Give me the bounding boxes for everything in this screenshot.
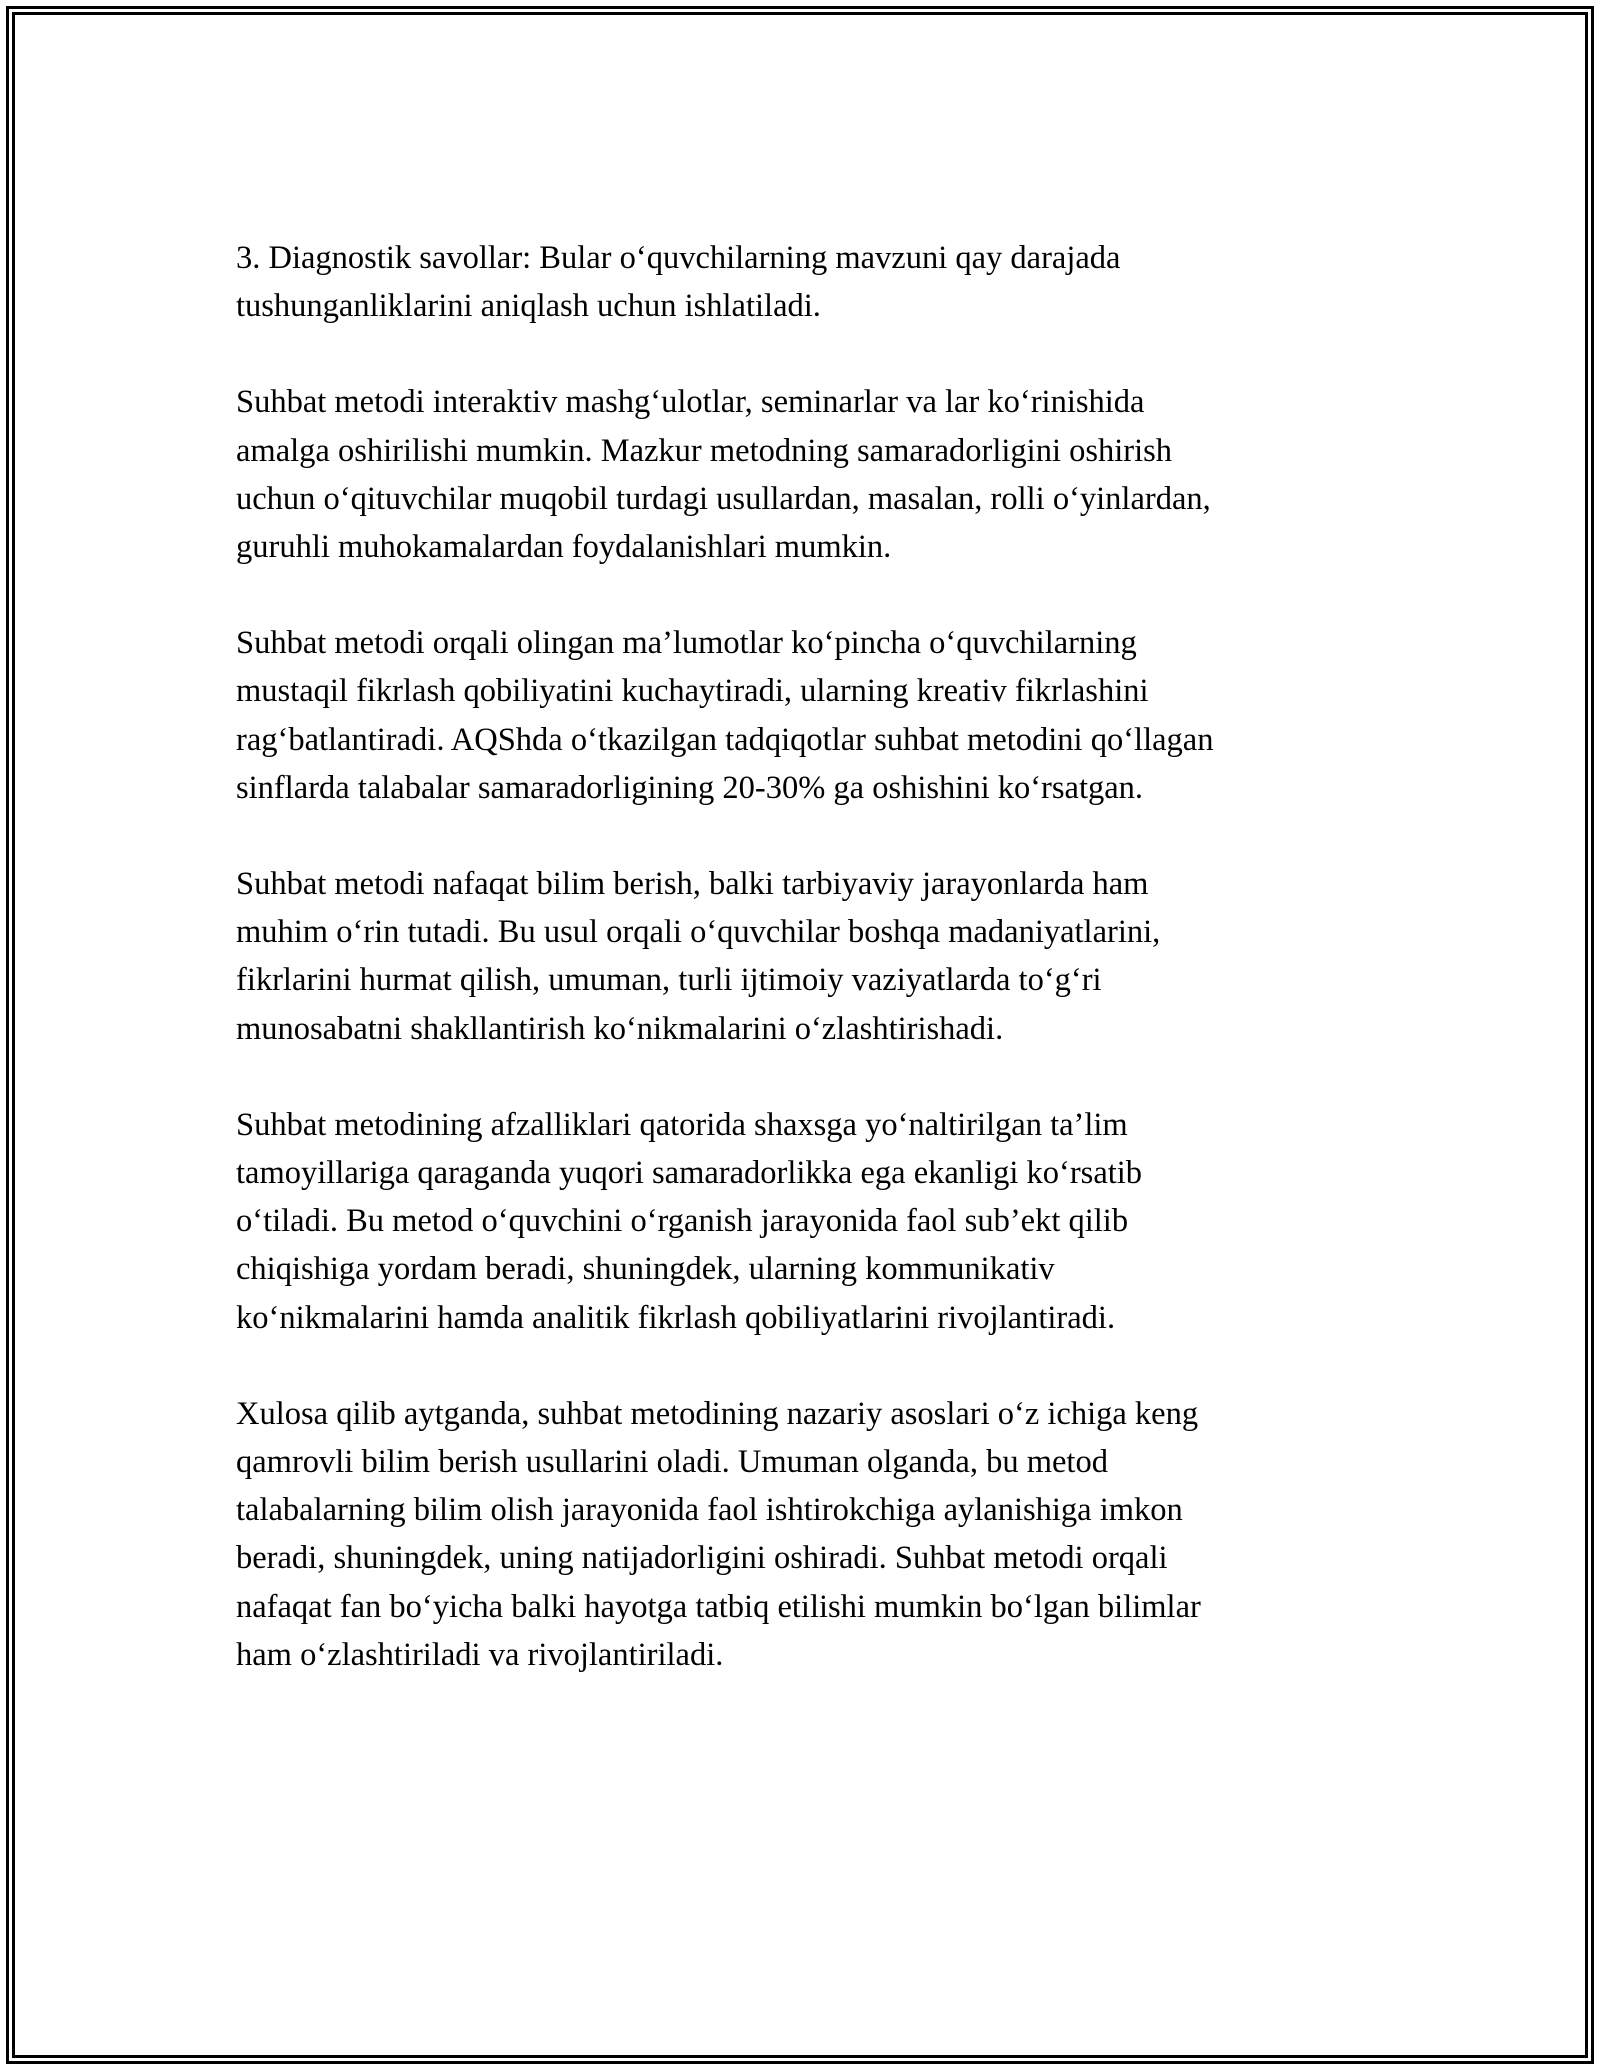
paragraph-educational-role: Suhbat metodi nafaqat bilim berish, balki tarbiyaviy jarayonlarda ham muhim o‘rin tutadi. Bu usul orqali o‘quvchilar boshqa madaniyatlarini, fikrlarini hurmat qilish, umuman, turli ijtimoiy vaziyatlarda to‘g‘ri munosabatni shakllantirish ko‘nikmalarini o‘zlashtirishadi. (236, 866, 1161, 1047)
document-body (236, 234, 1386, 1727)
paragraph-interactive-sessions: Suhbat metodi interaktiv mashg‘ulotlar, seminarlar va lar ko‘rinishida amalga oshirilishi mumkin. Mazkur metodning samaradorligini oshirish uchun o‘qituvchilar muqobil turdagi usullardan, masalan, rolli o‘yinlardan, guruhli muhokamalardan foydalanishlari mumkin. (236, 384, 1211, 566)
paragraph-independent-thinking: Suhbat metodi orqali olingan ma’lumotlar ko‘pincha o‘quvchilarning mustaqil fikrlash qobiliyatini kuchaytiradi, ularning kreativ fikrlashini rag‘batlantiradi. AQShda o‘tkazilgan tadqiqotlar suhbat metodini qo‘llagan sinflarda talabalar samaradorligining 20-30% ga oshishini ko‘rsatgan. (236, 625, 1214, 806)
paragraph-diagnostic-questions: 3. Diagnostik savollar: Bular o‘quvchilarning mavzuni qay darajada tushunganliklarini aniqlash uchun ishlatiladi. (236, 240, 1121, 325)
paragraph-conclusion: Xulosa qilib aytganda, suhbat metodining nazariy asoslari o‘z ichiga keng qamrovli bilim berish usullarini oladi. Umuman olganda, bu metod talabalarning bilim olish jarayonida faol ishtirokchiga aylanishiga imkon beradi, shuningdek, uning natijadorligini oshiradi. Suhbat metodi orqali nafaqat fan bo‘yicha balki hayotga tatbiq etilishi mumkin bo‘lgan bilimlar ham o‘zlashtiriladi va rivojlantiriladi. (236, 1395, 1201, 1673)
paragraph-advantages: Suhbat metodining afzalliklari qatorida shaxsga yo‘naltirilgan ta’lim tamoyillariga qaraganda yuqori samaradorlikka ega ekanligi ko‘rsatib o‘tiladi. Bu metod o‘quvchini o‘rganish jarayonida faol sub’ekt qilib chiqishiga yordam beradi, shuningdek, ularning kommunikativ ko‘nikmalarini hamda analitik fikrlash qobiliyatlarini rivojlantiradi. (236, 1106, 1143, 1336)
